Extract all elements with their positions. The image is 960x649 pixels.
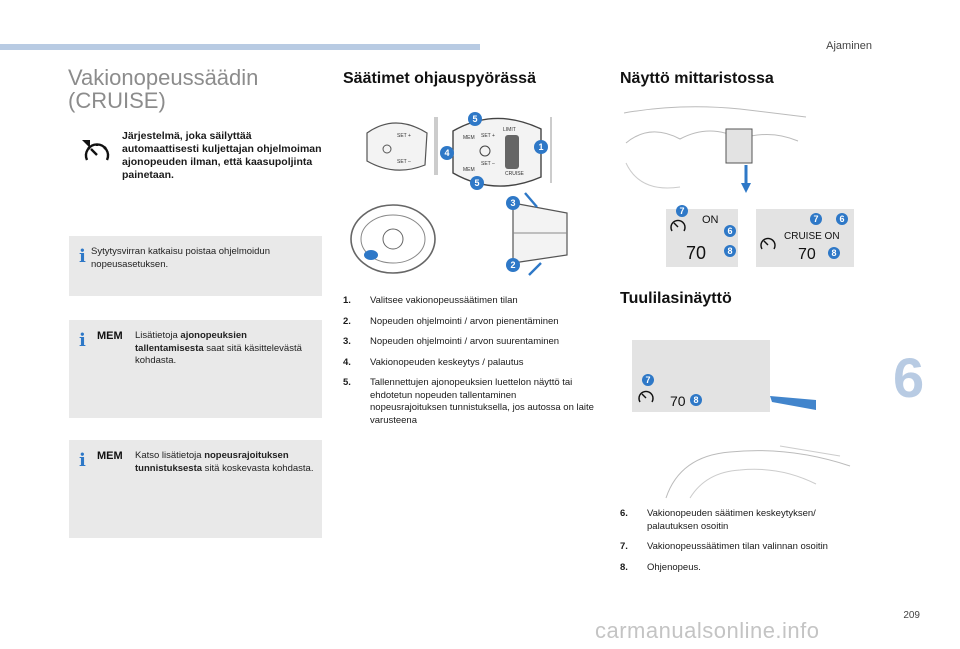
watermark: carmanualsonline.info: [595, 618, 820, 643]
note-text: Sytytysvirran katkaisu poistaa ohjelmoidun nopeusasetuksen.: [91, 246, 271, 270]
hud-screen: [632, 340, 770, 412]
svg-text:8: 8: [831, 248, 837, 258]
head-up-display-figure: [620, 316, 858, 501]
steps-list: [343, 295, 595, 435]
list-item: 2. Nopeuden ohjelmointi / arvon pienentäminen: [343, 315, 559, 327]
dashboard-outline: [666, 446, 850, 498]
svg-text:7: 7: [679, 206, 685, 216]
title-line-1: Vakionopeussäädin: [68, 65, 259, 90]
badge-7: [676, 205, 688, 217]
badge-7: [642, 374, 654, 386]
list-item: 5. Tallennettujen ajonopeuksien luettelon näyttö tai ehdotetun nopeuden tallentaminen nopeusrajoituksen tunnistuksella, jos autossa on laite varusteena: [343, 377, 594, 426]
intro-text: Järjestelmä, joka säilyttää automaattisesti kuljettajan ohjelmoiman ajonopeuden ilman, että kaasupoljinta painetaan.: [122, 130, 322, 181]
lever-label: SET +: [481, 133, 495, 139]
info-icon: i: [79, 330, 86, 351]
svg-text:5: 5: [472, 114, 478, 124]
list-item: 8. Ohjenopeus.: [620, 561, 701, 573]
badge-3: [506, 196, 520, 210]
note-text: Katso lisätietoja nopeusrajoituksen tunnistuksesta sitä koskevasta kohdasta.: [135, 450, 314, 474]
svg-text:3: 3: [510, 198, 516, 208]
svg-text:6: 6: [839, 214, 845, 224]
display-panel-on: [666, 205, 738, 267]
section-name: Ajaminen: [826, 40, 872, 52]
hud-speed-value: 70: [670, 393, 686, 409]
dashboard-outline: [624, 107, 806, 193]
badge-1: [534, 140, 548, 154]
svg-text:7: 7: [813, 214, 819, 224]
heading-instrument-display: Näyttö mittaristossa: [620, 70, 774, 87]
cruise-control-icon: [82, 138, 112, 168]
list-item: 6. Vakionopeuden säätimen keskeytyksen/ palautuksen osoitin: [620, 508, 816, 532]
lever-label: MEM: [463, 167, 475, 173]
info-note-memory: [69, 320, 322, 418]
cluster-speed-value: 70: [686, 243, 707, 263]
lever-label: CRUISE: [505, 171, 524, 177]
svg-text:5: 5: [474, 178, 480, 188]
hud-projection-beam: [770, 396, 816, 410]
cluster-speed-value: 70: [798, 246, 816, 263]
chapter-number: 6: [893, 346, 925, 409]
top-color-band: [0, 44, 480, 50]
lever-label: SET –: [481, 161, 495, 167]
badge-8: [724, 245, 736, 257]
cluster-status-text: ON: [702, 214, 719, 226]
lever-label: SET –: [397, 159, 411, 165]
note-text: Lisätietoja ajonopeuksien tallentamisesta saat sitä käsittelevästä kohdasta.: [135, 330, 302, 366]
badge-8: [690, 394, 702, 406]
instrument-cluster-figure: [620, 103, 858, 273]
lever-label: SET +: [397, 133, 411, 139]
info-note-speed-limit: [69, 440, 322, 538]
badge-5-top: [468, 112, 482, 126]
svg-text:7: 7: [645, 375, 651, 385]
page-number: 209: [903, 610, 920, 621]
lever-closeup-right: [453, 118, 544, 186]
display-panel-cruise-on: [756, 209, 854, 267]
heading-steering-controls: Säätimet ohjauspyörässä: [343, 70, 536, 87]
info-icon: i: [79, 450, 86, 471]
steering-wheel-illustration: [351, 205, 435, 273]
badge-6: [724, 225, 736, 237]
list-item: 1. Valitsee vakionopeussäätimen tilan: [343, 295, 518, 306]
legend-list: [620, 508, 860, 582]
lever-label: MEM: [463, 135, 475, 141]
info-note-ignition: [69, 236, 322, 296]
cluster-status-text: CRUISE ON: [784, 231, 840, 242]
mem-tag: MEM: [97, 450, 123, 462]
list-item: 3. Nopeuden ohjelmointi / arvon suurentaminen: [343, 336, 560, 347]
lever-closeup-left: [367, 123, 427, 170]
list-item: 7. Vakionopeussäätimen tilan valinnan osoitin: [620, 541, 828, 552]
info-icon: i: [79, 246, 86, 267]
lever-side-view: [513, 193, 567, 275]
svg-text:6: 6: [727, 226, 733, 236]
badge-6: [836, 213, 848, 225]
steering-controls-figure: [345, 103, 585, 283]
svg-text:1: 1: [538, 142, 544, 152]
heading-head-up-display: Tuulilasinäyttö: [620, 290, 732, 307]
svg-text:8: 8: [693, 395, 699, 405]
svg-text:8: 8: [727, 246, 733, 256]
list-item: 4. Vakionopeuden keskeytys / palautus: [343, 356, 524, 368]
badge-8: [828, 247, 840, 259]
svg-text:2: 2: [510, 260, 516, 270]
badge-4: [440, 146, 454, 160]
title-line-2: (CRUISE): [68, 88, 166, 113]
badge-7: [810, 213, 822, 225]
badge-5-bottom: [470, 176, 484, 190]
svg-text:4: 4: [444, 148, 450, 158]
page-title: [68, 66, 258, 112]
badge-2: [506, 258, 520, 272]
lever-label: LIMIT: [503, 127, 516, 133]
mem-tag: MEM: [97, 330, 123, 342]
